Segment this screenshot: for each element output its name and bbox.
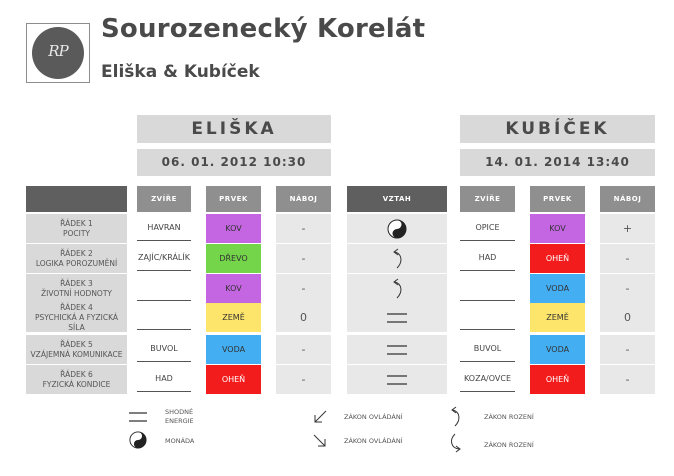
element-cell-left: DŘEVO [206, 244, 261, 273]
legend-zakon-ovladani-2: ZÁKON OVLÁDÁNÍ [344, 437, 403, 445]
person-date-right: 14. 01. 2014 13:40 [460, 149, 655, 176]
legend-monada: MONÁDA [165, 437, 195, 445]
shodne-energie-icon [385, 374, 409, 386]
relation-cell [347, 365, 447, 394]
element-cell-right: ZEMĚ [530, 303, 585, 332]
row-label-line: ŘÁDEK 3 [60, 278, 93, 288]
person-name-right: KUBÍČEK [460, 115, 655, 143]
animal-cell-left [137, 303, 191, 330]
row-label-line: LOGIKA POROZUMĚNÍ [35, 258, 118, 268]
row-label-3 [26, 274, 127, 303]
row-label-5 [26, 335, 127, 364]
relation-cell [347, 214, 447, 243]
col-animal-left: ZVÍŘE [137, 186, 191, 212]
charge-cell-left: - [276, 365, 331, 394]
page-subtitle: Eliška & Kubíček [101, 62, 260, 82]
col-element-left: PRVEK [206, 186, 261, 212]
element-cell-left: VODA [206, 335, 261, 364]
element-cell-left: OHEŇ [206, 365, 261, 394]
row-label-line: ŽIVOTNÍ HODNOTY [40, 288, 113, 298]
col-element-right: PRVEK [530, 186, 585, 212]
col-charge-right: NÁBOJ [600, 186, 655, 212]
element-cell-right: OHEŇ [530, 365, 585, 394]
charge-cell-right: - [600, 365, 655, 394]
charge-cell-right: - [600, 244, 655, 273]
animal-cell-left: HAD [137, 365, 191, 392]
col-relation: VZTAH [347, 186, 447, 212]
legend-zakon-rozeni-1: ZÁKON ROZENÍ [484, 413, 534, 421]
relation-cell [347, 303, 447, 332]
element-cell-left: KOV [206, 274, 261, 303]
animal-cell-right [460, 303, 515, 330]
charge-cell-left: - [276, 274, 331, 303]
col-animal-right: ZVÍŘE [460, 186, 515, 212]
legend-zakon-rozeni-2: ZÁKON ROZENÍ [484, 441, 534, 449]
row-label-line: ŘÁDEK 5 [60, 339, 93, 349]
element-cell-right: VODA [530, 274, 585, 303]
charge-cell-right: 0 [600, 303, 655, 332]
zakon-rozeni-icon [389, 248, 405, 270]
row-label-2 [26, 244, 127, 273]
animal-cell-left: HAVRAN [137, 214, 191, 241]
relation-cell [347, 244, 447, 273]
element-cell-right: KOV [530, 214, 585, 243]
animal-cell-right: HAD [460, 244, 515, 271]
yin-yang-icon [387, 219, 407, 239]
charge-cell-left: - [276, 335, 331, 364]
charge-cell-left: - [276, 244, 331, 273]
animal-cell-left [137, 274, 191, 301]
charge-cell-left: - [276, 214, 331, 243]
arrow-down-left-icon [311, 408, 329, 426]
element-cell-left: KOV [206, 214, 261, 243]
charge-cell-right: - [600, 274, 655, 303]
element-cell-left: ZEMĚ [206, 303, 261, 332]
relation-cell [347, 274, 447, 303]
zakon-rozeni-icon [389, 278, 405, 300]
page-title: Sourozenecký Korelát [101, 14, 426, 44]
element-cell-right: VODA [530, 335, 585, 364]
shodne-energie-icon [385, 312, 409, 324]
element-cell-right: OHEŇ [530, 244, 585, 273]
row-label-line: ŘÁDEK 4 [60, 302, 93, 312]
row-label-header [26, 186, 127, 212]
animal-cell-right: KOZA/OVCE [460, 365, 515, 392]
person-name-left: ELIŠKA [137, 115, 331, 143]
animal-cell-right: OPICE [460, 214, 515, 241]
legend-shodne-energie: SHODNÉ ENERGIE [165, 408, 194, 425]
row-label-line: POCITY [62, 228, 91, 238]
row-label-line: PSYCHICKÁ A FYZICKÁ [35, 312, 118, 322]
logo [26, 23, 90, 83]
relation-cell [347, 335, 447, 364]
logo-monogram: RP [48, 42, 68, 60]
row-label-6 [26, 365, 127, 394]
animal-cell-right [460, 274, 515, 301]
curved-arrow-down-icon [449, 432, 465, 454]
charge-cell-right: - [600, 335, 655, 364]
shodne-energie-icon [127, 410, 149, 424]
animal-cell-right: BUVOL [460, 335, 515, 362]
legend-zakon-ovladani-1: ZÁKON OVLÁDÁNÍ [344, 413, 403, 421]
animal-cell-left: BUVOL [137, 335, 191, 362]
row-label-1 [26, 214, 127, 243]
row-label-line: FYZICKÁ KONDICE [42, 379, 111, 389]
col-charge-left: NÁBOJ [276, 186, 331, 212]
curved-arrow-up-icon [447, 406, 463, 428]
charge-cell-left: 0 [276, 303, 331, 332]
row-label-line: VZÁJEMNÁ KOMUNIKACE [30, 349, 123, 359]
row-label-line: ŘÁDEK 2 [60, 248, 93, 258]
logo-circle [32, 27, 84, 79]
row-label-line: ŘÁDEK 1 [60, 218, 93, 228]
row-label-line: SÍLA [68, 322, 85, 332]
yin-yang-icon [129, 431, 147, 449]
row-label-4 [26, 303, 127, 332]
person-date-left: 06. 01. 2012 10:30 [137, 149, 331, 176]
arrow-down-right-icon [311, 432, 329, 450]
charge-cell-right: + [600, 214, 655, 243]
animal-cell-left: ZAJÍC/KRÁLÍK [137, 244, 191, 271]
row-label-line: ŘÁDEK 6 [60, 369, 93, 379]
shodne-energie-icon [385, 344, 409, 356]
